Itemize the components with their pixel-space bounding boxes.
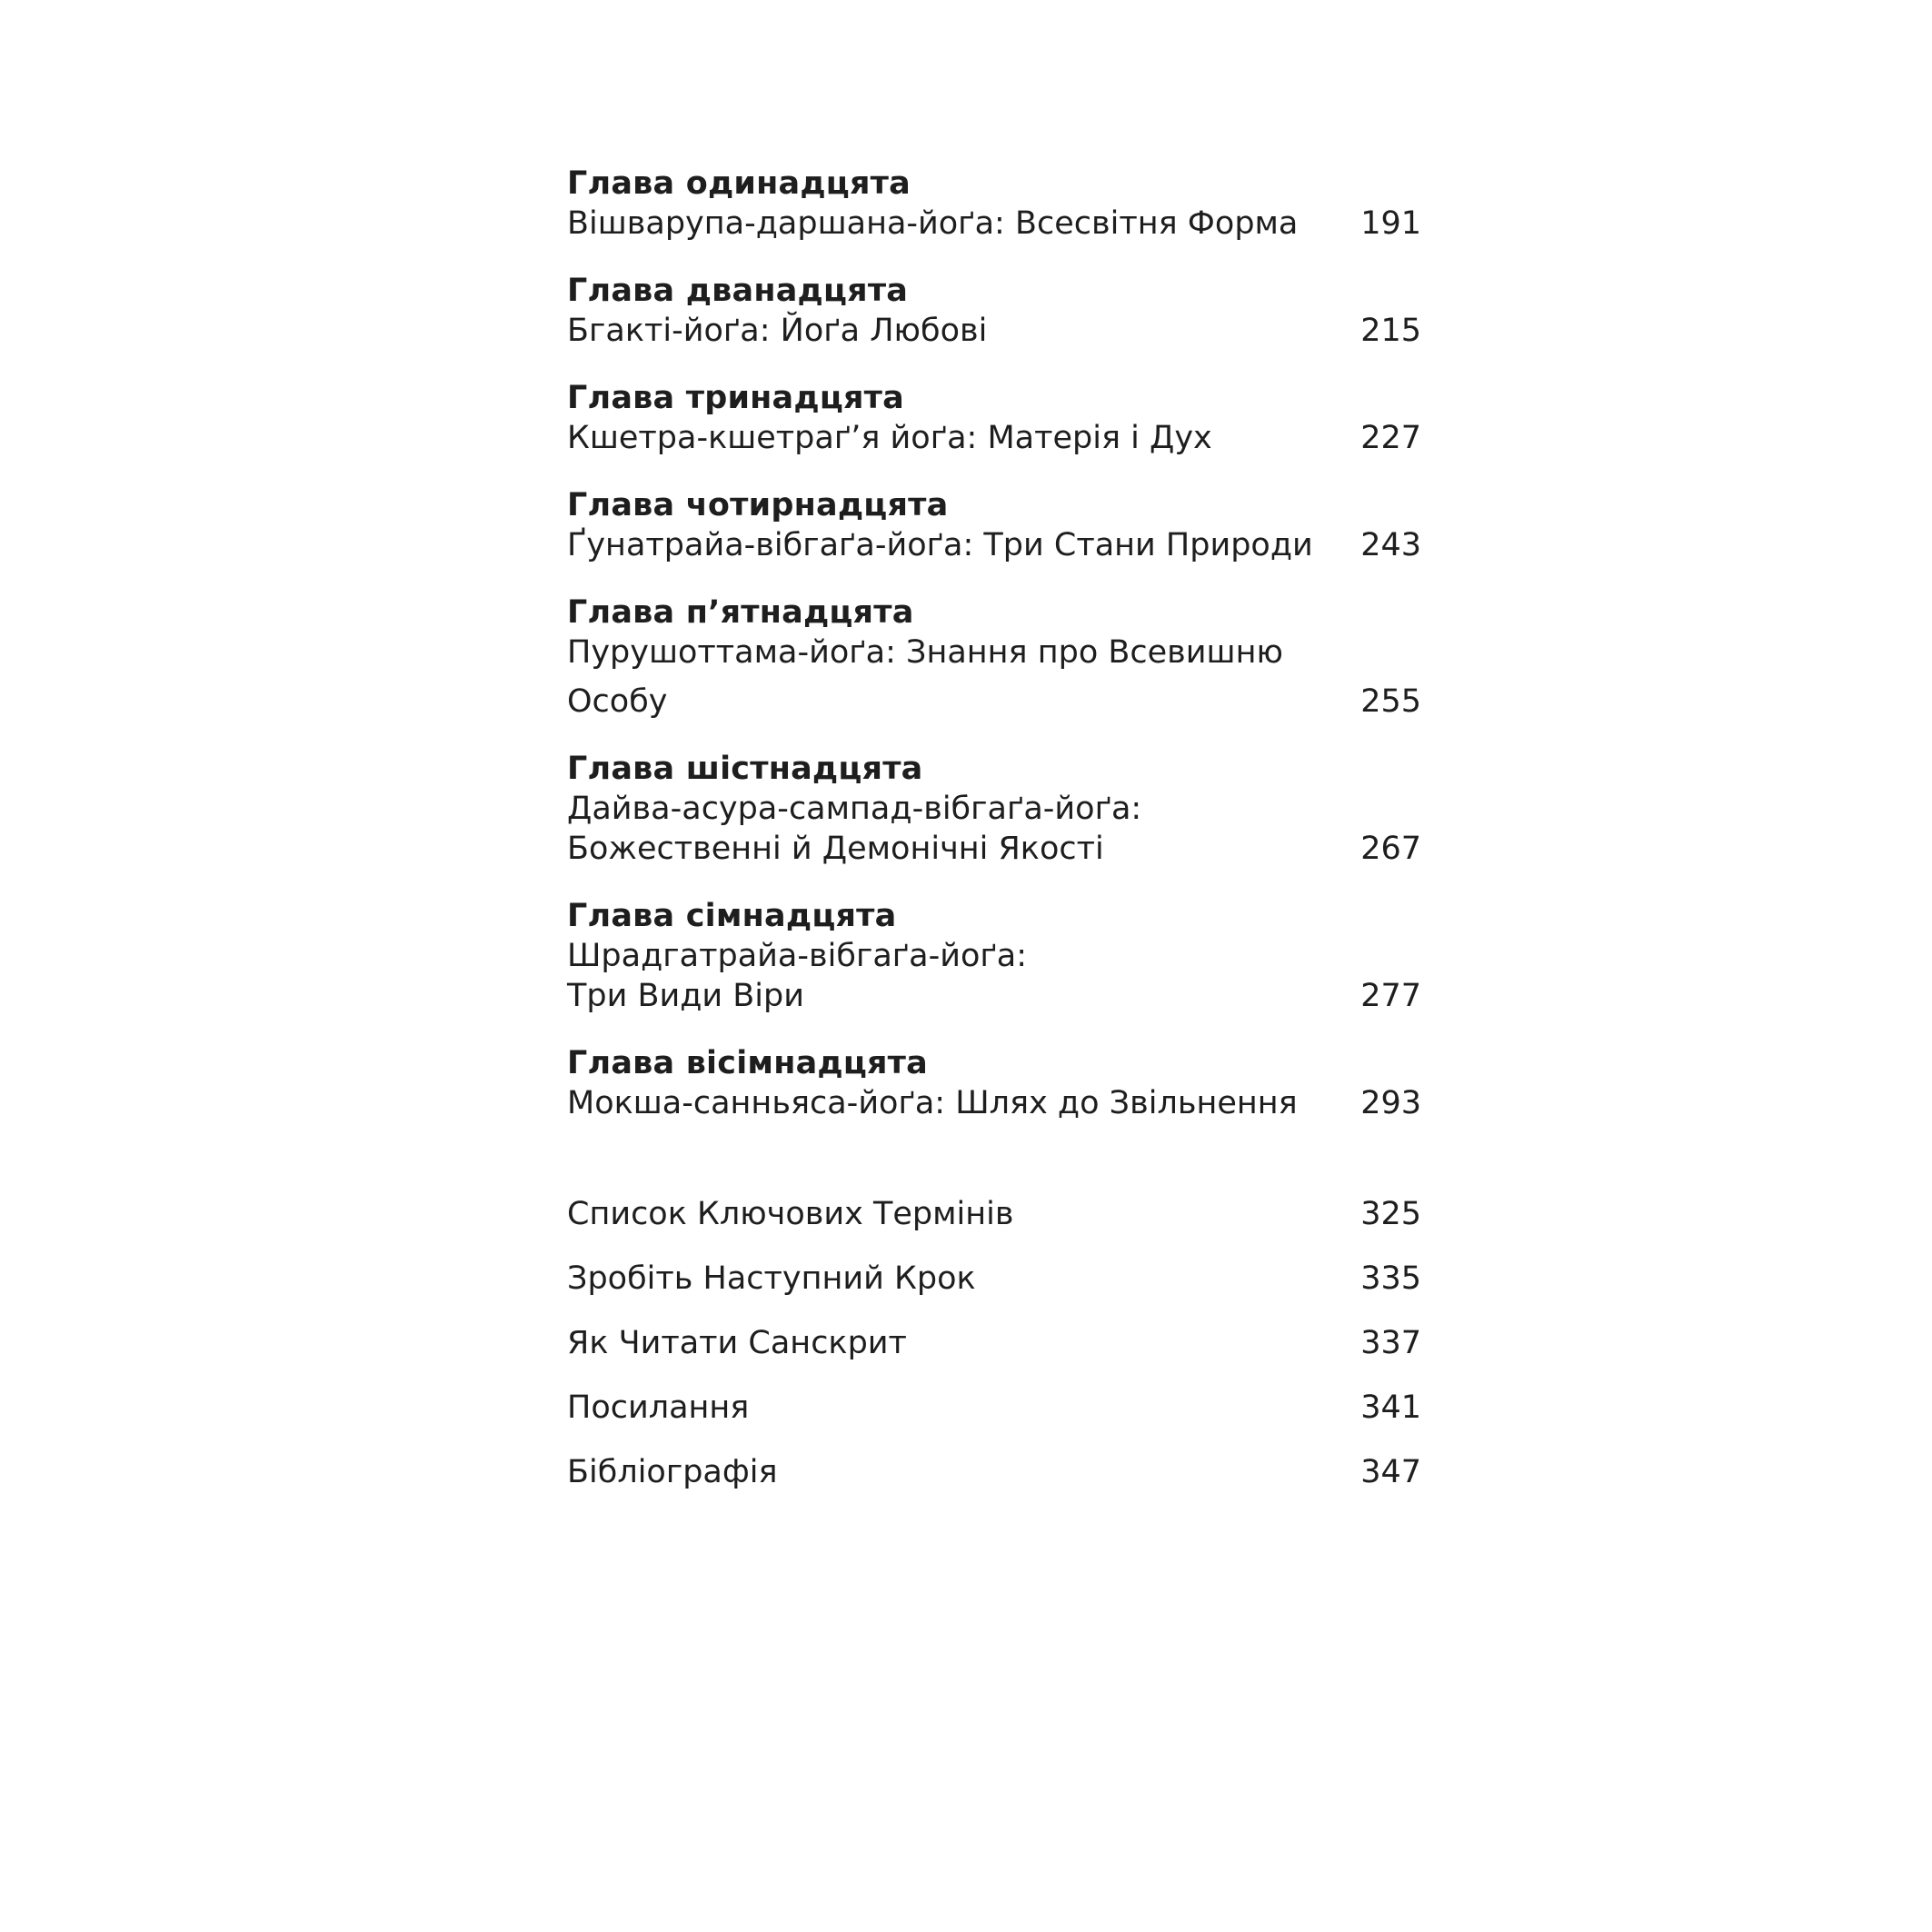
appendix-title: Як Читати Санскрит bbox=[567, 1325, 907, 1361]
page-number: 335 bbox=[1360, 1260, 1421, 1297]
chapter-title-line-2: Особу bbox=[567, 683, 668, 720]
chapter-heading: Глава тринадцята bbox=[567, 380, 904, 416]
page-number: 227 bbox=[1360, 420, 1421, 456]
page-number: 191 bbox=[1360, 205, 1421, 242]
page-number: 255 bbox=[1360, 683, 1421, 720]
toc-chapter-13 bbox=[567, 378, 1421, 458]
chapter-title: Бгакті-йоґа: Йоґа Любові bbox=[567, 313, 988, 349]
appendix-item-bibliography bbox=[567, 1452, 1421, 1492]
chapter-entry bbox=[567, 418, 1421, 458]
chapter-title-line-1: Шрадгатрайа-вібгаґа-йоґа: bbox=[567, 938, 1028, 974]
page-number: 267 bbox=[1360, 831, 1421, 867]
chapter-title-line-2: Божественні й Демонічні Якості bbox=[567, 831, 1104, 867]
chapter-heading: Глава одинадцята bbox=[567, 165, 911, 202]
chapter-title-line-1: Пурушоттама-йоґа: Знання про Всевишню bbox=[567, 634, 1283, 671]
chapter-heading: Глава шістнадцята bbox=[567, 751, 923, 787]
toc-chapter-18 bbox=[567, 1043, 1421, 1123]
appendix-item-references bbox=[567, 1388, 1421, 1428]
page-number: 277 bbox=[1360, 978, 1421, 1014]
page-number: 347 bbox=[1360, 1454, 1421, 1490]
table-of-contents bbox=[567, 164, 1421, 1517]
toc-appendix bbox=[567, 1194, 1421, 1492]
chapter-title: Кшетра-кшетраґ’я йоґа: Матерія і Дух bbox=[567, 420, 1212, 456]
appendix-title: Посилання bbox=[567, 1389, 750, 1426]
chapter-entry bbox=[567, 789, 1421, 869]
page-number: 215 bbox=[1360, 313, 1421, 349]
chapter-heading: Глава чотирнадцята bbox=[567, 487, 949, 523]
toc-chapter-12 bbox=[567, 271, 1421, 351]
toc-chapter-16 bbox=[567, 749, 1421, 869]
toc-chapter-15 bbox=[567, 593, 1421, 722]
chapter-title-line-1: Дайва-асура-сампад-вібгаґа-йоґа: bbox=[567, 791, 1142, 827]
chapter-heading: Глава п’ятнадцята bbox=[567, 594, 914, 631]
chapter-entry bbox=[567, 632, 1421, 722]
toc-chapter-11 bbox=[567, 164, 1421, 244]
appendix-title: Список Ключових Термінів bbox=[567, 1196, 1014, 1232]
toc-chapter-14 bbox=[567, 485, 1421, 565]
chapter-entry bbox=[567, 311, 1421, 351]
page-number: 337 bbox=[1360, 1325, 1421, 1361]
appendix-item-key-terms bbox=[567, 1194, 1421, 1234]
appendix-item-sanskrit bbox=[567, 1323, 1421, 1363]
chapter-title: Вішварупа-даршана-йоґа: Всесвітня Форма bbox=[567, 205, 1299, 242]
appendix-title: Зробіть Наступний Крок bbox=[567, 1260, 976, 1297]
chapter-title: Мокша-санньяса-йоґа: Шлях до Звільнення bbox=[567, 1085, 1298, 1121]
chapter-title: Ґунатрайа-вібгаґа-йоґа: Три Стани Природи bbox=[567, 527, 1313, 563]
chapter-title-line-2: Три Види Віри bbox=[567, 978, 804, 1014]
chapter-heading: Глава сімнадцята bbox=[567, 898, 897, 934]
page-number: 243 bbox=[1360, 527, 1421, 563]
page-number: 293 bbox=[1360, 1085, 1421, 1121]
appendix-title: Бібліографія bbox=[567, 1454, 778, 1490]
page-number: 325 bbox=[1360, 1196, 1421, 1232]
chapter-entry bbox=[567, 525, 1421, 565]
chapter-heading: Глава вісімнадцята bbox=[567, 1045, 928, 1081]
chapter-entry bbox=[567, 1083, 1421, 1123]
chapter-heading: Глава дванадцята bbox=[567, 273, 909, 309]
chapter-entry bbox=[567, 936, 1421, 1016]
page-number: 341 bbox=[1360, 1389, 1421, 1426]
toc-chapter-17 bbox=[567, 896, 1421, 1016]
appendix-item-next-step bbox=[567, 1259, 1421, 1299]
chapter-entry bbox=[567, 204, 1421, 244]
